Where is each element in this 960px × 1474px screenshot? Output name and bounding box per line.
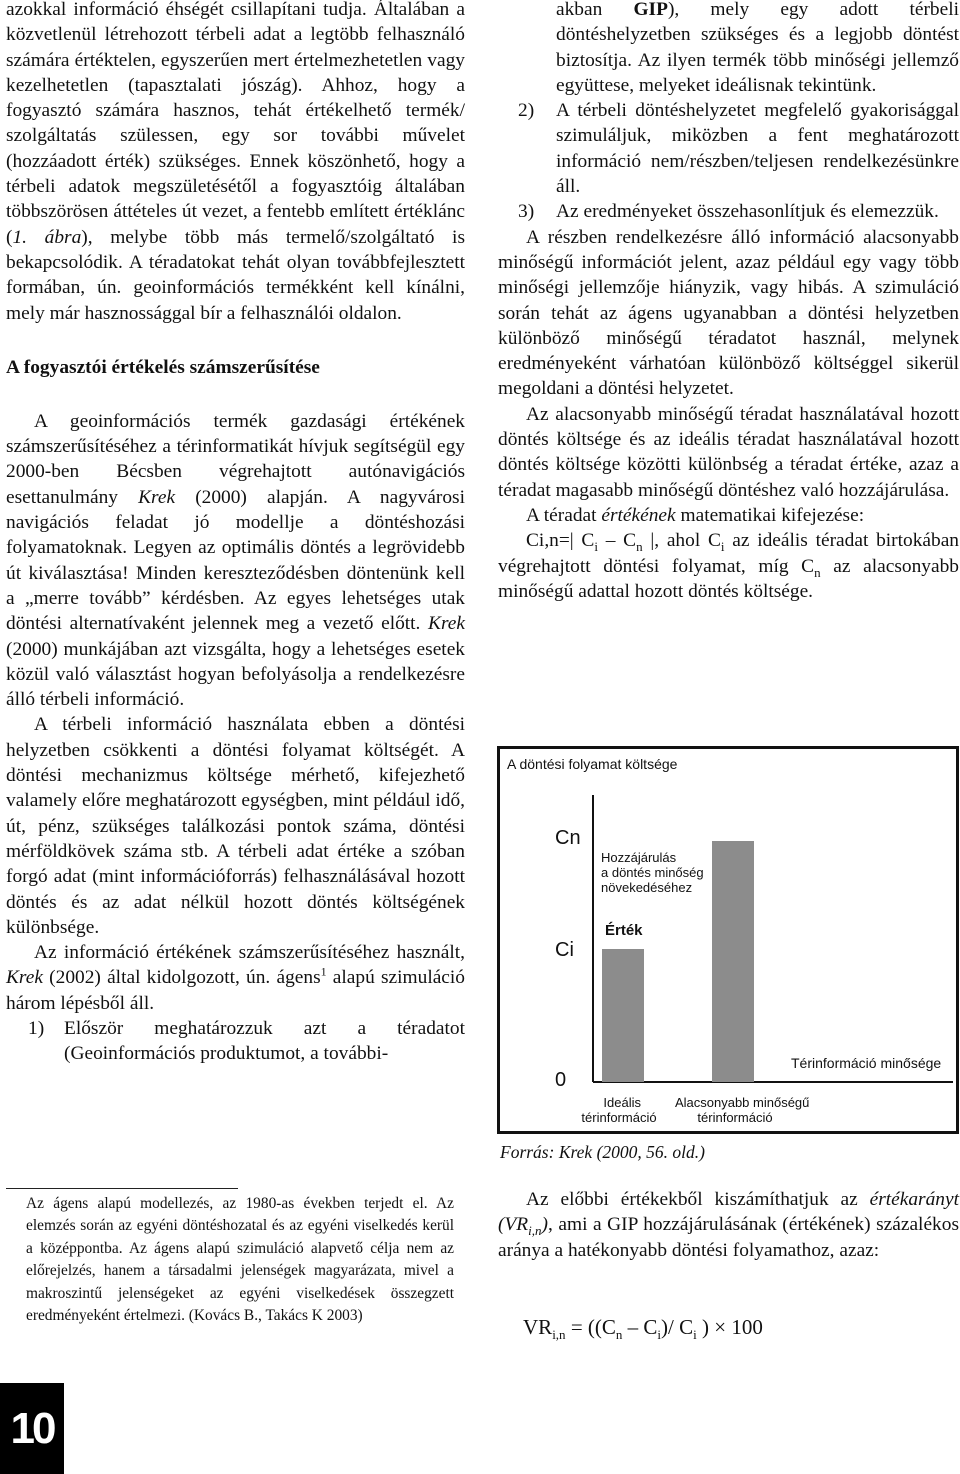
text: (2000) alapján. A nagyvárosi navigációs feladat jó modellje a döntéshozási folyamatoknak. Legyen az optimális döntés a legrövidebb út kiválasztása! Minden kereszteződésben döntenünk kell a „merre tovább” kérdésben. Az egyes lehetséges utak döntési alternatívaként jelennek meg a vezető előtt. bbox=[6, 486, 465, 635]
x-axis-label: Térinformáció minősége bbox=[791, 1055, 942, 1071]
paragraph bbox=[498, 503, 959, 528]
label-line: térinformáció bbox=[697, 1110, 773, 1125]
paragraph bbox=[6, 409, 465, 713]
text: Az előbbi értékekből kiszámíthatjuk az bbox=[526, 1189, 870, 1210]
label-line: növekedéséhez bbox=[601, 880, 693, 895]
emphasis: ) bbox=[541, 1214, 548, 1236]
footnote-ref[interactable]: 1 bbox=[320, 964, 327, 979]
emphasis: értékének bbox=[601, 504, 676, 526]
label-cn: Cn bbox=[555, 827, 581, 849]
text: azokkal információ éhségét csillapítani tudja. Általában a közvetlenül létrehozott térbeli adat a legtöbb felhasználó számára értéktelen, egyszerűen mert értelmezhetetlen vagy kezelhetetlen (tapasztalati jószág). Ahhoz, hogy a fogyasztó számára hasznos, tehát értékelhető termék/ szolgáltatás szülessen, egy sor további művelet (hozzáadott érték) szükséges. Ennek köszönhető, hogy a térbeli adatok megszületésétől a fogyasztóig általában többszörösen áttételes út vezet, a fentebb említett értéklánc ( bbox=[6, 0, 465, 248]
cost-diagram bbox=[497, 746, 959, 1134]
list-item bbox=[498, 98, 959, 199]
text: , ami a GIP hozzájárulásának (értékének) százalékos aránya a hatékonyabb döntési folyamathoz, azaz: bbox=[498, 1214, 959, 1261]
list-text: Az eredményeket összehasonlítjuk és elemezzük. bbox=[556, 201, 939, 223]
subscript: i bbox=[720, 539, 725, 555]
subscript: n bbox=[615, 1327, 623, 1343]
paragraph: A térbeli információ használata ebben a döntési helyzetben csökkenti a döntési folyamat költségét. A döntési mechanizmus költsége mérhető, kifejezhető valamely előre meghatározott egységben, mint például idő, út, pénz, szükséges találkozási pontok száma, döntési mérföldkövek száma stb. A térbeli adat értéke a szóban forgó adat (mint információforrás) felhasználásával hozott döntés és az adat nélkül hozott döntés költségének különbsége. bbox=[6, 714, 465, 938]
subscript: i bbox=[693, 1327, 697, 1343]
right-column-lower bbox=[498, 1187, 959, 1263]
page-number: 10 bbox=[0, 1383, 64, 1474]
list-text: A térbeli döntéshelyzetet megfelelő gyakorisággal szimuláljuk, miközben a fent meghatározott információ nem/részben/teljesen rendelkezésünkre áll. bbox=[556, 100, 959, 198]
text: (2000) munkájában azt vizsgálta, hogy a lehetséges esetek közül való választást hogyan befolyásolja a rendelkezésre álló térbeli információ. bbox=[6, 638, 465, 711]
footnote-number bbox=[6, 1193, 26, 1215]
list-item bbox=[498, 199, 959, 224]
footnote bbox=[6, 1193, 454, 1327]
right-column bbox=[498, 0, 959, 604]
formula bbox=[523, 1315, 763, 1343]
formula-part: )/ C bbox=[661, 1315, 694, 1339]
label-zero: 0 bbox=[555, 1069, 567, 1091]
bar-ideal bbox=[602, 949, 644, 1082]
figure-ref: 1. ábra bbox=[12, 226, 82, 248]
list-number: 1) bbox=[28, 1017, 45, 1039]
label-line: Alacsonyabb minőségű bbox=[674, 1095, 810, 1110]
text: ), mely egy adott térbeli döntéshelyzetben szükséges és a legjobb döntést biztosítja. Az ilyen termék több minőségi jellemző együttese, melyeket ideálisnak tekintünk. bbox=[556, 0, 959, 96]
list-text: Először meghatározzuk azt a téradatot (Geoinformációs produktumot, a további- bbox=[64, 1017, 465, 1065]
subscript: n bbox=[636, 539, 643, 555]
subscript: i,n bbox=[528, 1223, 542, 1239]
paragraph: Az alacsonyabb minőségű téradat használatával hozott döntés költsége és az ideális téradat használatával hozott döntés költsége közötti különbség a téradat értéke, azaz a téradat magasabb minőségű döntéshez való hozzájárulása. bbox=[498, 403, 959, 501]
label-line: Hozzájárulás bbox=[601, 850, 677, 865]
footnote-text: Az ágens alapú modellezés, az 1980-as években terjedt el. Az elemzés során az egyéni döntéshozatal és az egyéni viselkedés kerül a középpontba. Az ágens alapú szimuláció alapvető célja nem az előrejelzés, hanem a társadalmi jelenségek magyarázata, mivel a makroszintű jelenségeket az egyéni viselkedések összegzett eredményeként értelmezi. (Kovács B., Takács K 2003) bbox=[26, 1195, 454, 1325]
text: A geoinformációs termék gazdasági értékének számszerűsítéséhez a térinformatikát hívjuk segítségül egy 2000-ben Bécsben végrehajtott autónavigációs esettanulmány bbox=[6, 410, 465, 508]
text: |, ahol C bbox=[642, 530, 721, 552]
abbreviation: GIP bbox=[633, 0, 668, 20]
formula-part: = ((C bbox=[565, 1315, 616, 1339]
paragraph bbox=[6, 0, 465, 326]
subscript: n bbox=[814, 564, 821, 580]
text: akban bbox=[556, 0, 634, 20]
formula-part: ) × 100 bbox=[696, 1315, 763, 1339]
list-number: 2) bbox=[518, 100, 535, 122]
figure-title: A döntési folyamat költsége bbox=[507, 756, 678, 772]
label-ci: Ci bbox=[555, 939, 574, 961]
paragraph bbox=[6, 940, 465, 1016]
label-value: Érték bbox=[605, 922, 643, 939]
text: (2002) által kidolgozott, ún. ágens bbox=[42, 967, 321, 989]
paragraph: A részben rendelkezésre álló információ alacsonyabb minőségű információt jelent, azaz például egy vagy több minőségi jellemzője hiányzik, vagy hibás. A szimuláció során tehát az ágens ugyanabban a döntési helyzetben különböző minőségű téradatot használ, melynek eredményeként várhatóan különböző költséggel sikerül megoldani a döntési helyzetet. bbox=[498, 226, 959, 400]
text: A téradat bbox=[526, 504, 602, 526]
subscript: i bbox=[657, 1327, 662, 1343]
label-line: Ideális bbox=[603, 1095, 641, 1110]
list-item bbox=[6, 1016, 465, 1067]
subscript: i,n bbox=[552, 1327, 566, 1343]
formula-part: – C bbox=[622, 1315, 658, 1339]
figure-caption: Forrás: Krek (2000, 56. old.) bbox=[500, 1142, 705, 1162]
text: alapú szimuláció három lépésből áll. bbox=[6, 967, 465, 1014]
formula-paragraph bbox=[498, 528, 959, 604]
citation: Krek bbox=[138, 486, 176, 508]
text: Ci,n=| C bbox=[526, 530, 595, 552]
paragraph bbox=[498, 1187, 959, 1263]
list-item-continued bbox=[498, 0, 959, 98]
text: ), melybe több más termelő/szolgáltató is bekapcsolódik. A téradatokat tehát olyan továbbfejlesztett formában, ún. geoinformációs termékként kell kínálni, mely már hasznossággal bír a felhasználói oldalon. bbox=[6, 226, 465, 324]
left-column bbox=[6, 0, 465, 1067]
text: Az információ értékének számszerűsítéséhez használt, bbox=[34, 942, 465, 964]
label-line: a döntés minőség bbox=[601, 865, 704, 880]
label-line: térinformáció bbox=[581, 1110, 657, 1125]
figure bbox=[497, 746, 959, 1134]
citation: Krek bbox=[428, 613, 465, 635]
citation: Krek bbox=[6, 967, 43, 989]
formula-part: VR bbox=[523, 1315, 553, 1339]
bar-lower bbox=[712, 841, 754, 1082]
text: – C bbox=[597, 530, 637, 552]
footnote-divider bbox=[6, 1188, 238, 1189]
text: az ideális téradat birtokában végrehajtott döntési folyamat, míg C bbox=[498, 530, 959, 577]
section-heading: A fogyasztói értékelés számszerűsítése bbox=[6, 356, 320, 378]
text: az alacsonyabb minőségű adattal hozott döntés költsége. bbox=[498, 555, 959, 602]
subscript: i bbox=[594, 539, 598, 555]
text: matematikai kifejezése: bbox=[675, 504, 865, 526]
emphasis: értékarányt (VR bbox=[498, 1189, 959, 1236]
list-number: 3) bbox=[518, 201, 535, 223]
